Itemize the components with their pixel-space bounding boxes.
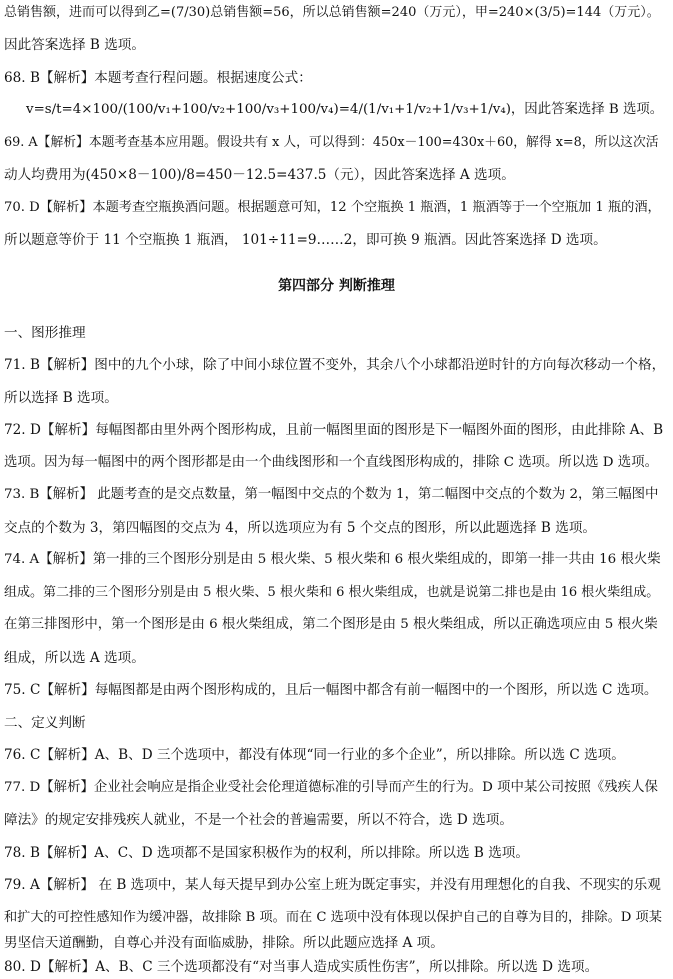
text-line: 动人均费用为(450×8－100)/8=450－12.5=437.5（元），因此答案选择 A 选项。: [4, 167, 515, 183]
text-line: 交点的个数为 3，第四幅图的交点为 4，所以选项应为有 5 个交点的图形，所以此题选择 B 选项。: [4, 520, 597, 536]
text-line: 75. C【解析】每幅图都是由两个图形构成的，且后一幅图中都含有前一幅图中的一个图形，所以选 C 选项。: [4, 682, 658, 698]
text-line: 组成，所以选 A 选项。: [4, 650, 145, 666]
text-line: 77. D【解析】企业社会响应是指企业受社会伦理道德标准的引导而产生的行为。D 项中某公司按照《残疾人保: [4, 780, 658, 795]
text-line: 所以题意等价于 11 个空瓶换 1 瓶酒， 101÷11=9……2，即可换 9 瓶酒。因此答案选择 D 选项。: [4, 232, 607, 248]
text-line: 68. B【解析】本题考查行程问题。根据速度公式：: [4, 70, 312, 86]
text-line: 选项。因为每一幅图中的两个图形都是由一个曲线图形和一个直线图形构成的，排除 C 选项。所以选 D 选项。: [4, 455, 658, 470]
text-line: 男坚信天道酬勤，自尊心并没有面临威胁，排除。所以此题应选择 A 项。: [4, 935, 444, 951]
text-line: 79. A【解析】 在 B 选项中，某人每天提早到办公室上班为既定事实，并没有用理想化的自我、不现实的乐观: [4, 877, 661, 893]
text-line: 78. B【解析】A、C、D 选项都不是国家积极作为的权利，所以排除。所以选 B 选项。: [4, 845, 529, 861]
text-line: 71. B【解析】图中的九个小球，除了中间小球位置不变外，其余八个小球都沿逆时针的方向每次移动一个格，: [4, 357, 666, 373]
text-line: 障法》的规定安排残疾人就业，不是一个社会的普遍需要，所以不符合，选 D 选项。: [4, 812, 513, 828]
text-line: 所以选择 B 选项。: [4, 390, 118, 406]
text-line: 在第三排图形中，第一个图形是由 6 根火柴组成，第二个图形是由 5 根火柴组成，所以正确选项应由 5 根火柴: [4, 617, 658, 632]
text-line: 69. A【解析】本题考查基本应用题。假设共有 x 人，可以得到：450x－100=430x＋60，解得 x=8，所以这次活: [4, 135, 659, 150]
text-line: 组成。第二排的三个图形分别是由 5 根火柴、5 根火柴和 6 根火柴组成，也就是说第二排也是由 16 根火柴组成。: [4, 585, 660, 600]
text-line: 总销售额，进而可以得到乙=(7/30)总销售额=56，所以总销售额=240（万元），甲=240×(3/5)=144（万元）。: [4, 5, 660, 20]
formula-line: v=s/t=4×100/(100/v₁+100/v₂+100/v₃+100/v₄)=4/(1/v₁+1/v₂+1/v₃+1/v₄)，因此答案选择 B 选项。: [26, 102, 664, 117]
text-line: 76. C【解析】A、B、D 三个选项中，都没有体现“同一行业的多个企业”，所以排除。所以选 C 选项。: [4, 747, 625, 763]
text-line: 和扩大的可控性感知作为缓冲器，故排除 B 项。而在 C 选项中没有体现以保护自己的自尊为目的，排除。D 项某: [4, 910, 662, 925]
text-line: 70. D【解析】本题考查空瓶换酒问题。根据题意可知，12 个空瓶换 1 瓶酒，1 瓶酒等于一个空瓶加 1 瓶的酒，: [4, 200, 661, 215]
text-line: 72. D【解析】每幅图都由里外两个图形构成，且前一幅图里面的图形是下一幅图外面的图形，由此排除 A、B: [4, 422, 664, 438]
subsection-heading: 二、定义判断: [4, 715, 86, 731]
text-line: 因此答案选择 B 选项。: [4, 37, 145, 53]
section-title: 第四部分 判断推理: [278, 278, 395, 294]
subsection-heading: 一、图形推理: [4, 325, 86, 341]
text-line: 80. D【解析】A、B、C 三个选项都没有“对当事人造成实质性伤害”，所以排除。所以选 D 选项。: [4, 959, 599, 975]
text-line: 74. A【解析】第一排的三个图形分别是由 5 根火柴、5 根火柴和 6 根火柴组成的，即第一排一共由 16 根火柴: [4, 552, 661, 567]
text-line: 73. B【解析】 此题考查的是交点数量，第一幅图中交点的个数为 1，第二幅图中交点的个数为 2，第三幅图中: [4, 487, 659, 502]
